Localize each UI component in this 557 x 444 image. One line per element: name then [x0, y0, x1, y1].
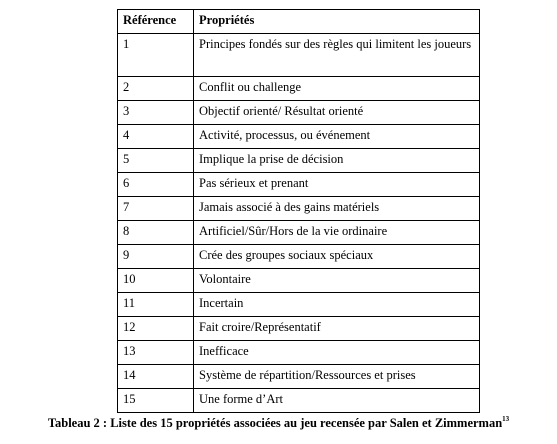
- row-reference: 8: [118, 221, 194, 245]
- table-row: [118, 34, 480, 77]
- row-reference: 7: [118, 197, 194, 221]
- row-reference: 13: [118, 341, 194, 365]
- row-property: Une forme d’Art: [194, 389, 480, 413]
- table-header-row: [118, 10, 480, 34]
- row-reference: 10: [118, 269, 194, 293]
- table-row: [118, 245, 480, 269]
- table-row: [118, 101, 480, 125]
- table-row: [118, 149, 480, 173]
- row-property: Conflit ou challenge: [194, 77, 480, 101]
- row-property: Artificiel/Sûr/Hors de la vie ordinaire: [194, 221, 480, 245]
- table-row: [118, 197, 480, 221]
- row-reference: 1: [118, 34, 194, 77]
- footnote-marker: 13: [502, 415, 510, 423]
- table-row: [118, 317, 480, 341]
- row-property: Incertain: [194, 293, 480, 317]
- table-row: [118, 77, 480, 101]
- row-reference: 4: [118, 125, 194, 149]
- row-property: Implique la prise de décision: [194, 149, 480, 173]
- row-reference: 5: [118, 149, 194, 173]
- row-property: Pas sérieux et prenant: [194, 173, 480, 197]
- row-property: Activité, processus, ou événement: [194, 125, 480, 149]
- row-reference: 12: [118, 317, 194, 341]
- row-reference: 6: [118, 173, 194, 197]
- table-row: [118, 365, 480, 389]
- row-property: Inefficace: [194, 341, 480, 365]
- row-property: Système de répartition/Ressources et prises: [194, 365, 480, 389]
- caption-text: Tableau 2 : Liste des 15 propriétés associées au jeu recensée par Salen et Zimmerman: [47, 416, 503, 430]
- table-row: [118, 293, 480, 317]
- row-property: Jamais associé à des gains matériels: [194, 197, 480, 221]
- properties-table-container: [117, 9, 479, 413]
- row-property: Volontaire: [194, 269, 480, 293]
- row-property: Objectif orienté/ Résultat orienté: [194, 101, 480, 125]
- table-caption: [0, 416, 557, 431]
- row-reference: 2: [118, 77, 194, 101]
- row-property: Principes fondés sur des règles qui limitent les joueurs: [194, 34, 480, 77]
- table-row: [118, 125, 480, 149]
- header-reference: Référence: [118, 10, 194, 34]
- row-reference: 3: [118, 101, 194, 125]
- table-row: [118, 173, 480, 197]
- row-property: Crée des groupes sociaux spéciaux: [194, 245, 480, 269]
- properties-table: [117, 9, 480, 413]
- row-reference: 9: [118, 245, 194, 269]
- row-reference: 14: [118, 365, 194, 389]
- table-row: [118, 221, 480, 245]
- table-row: [118, 389, 480, 413]
- table-row: [118, 341, 480, 365]
- row-reference: 15: [118, 389, 194, 413]
- table-row: [118, 269, 480, 293]
- header-properties: Propriétés: [194, 10, 480, 34]
- row-reference: 11: [118, 293, 194, 317]
- row-property: Fait croire/Représentatif: [194, 317, 480, 341]
